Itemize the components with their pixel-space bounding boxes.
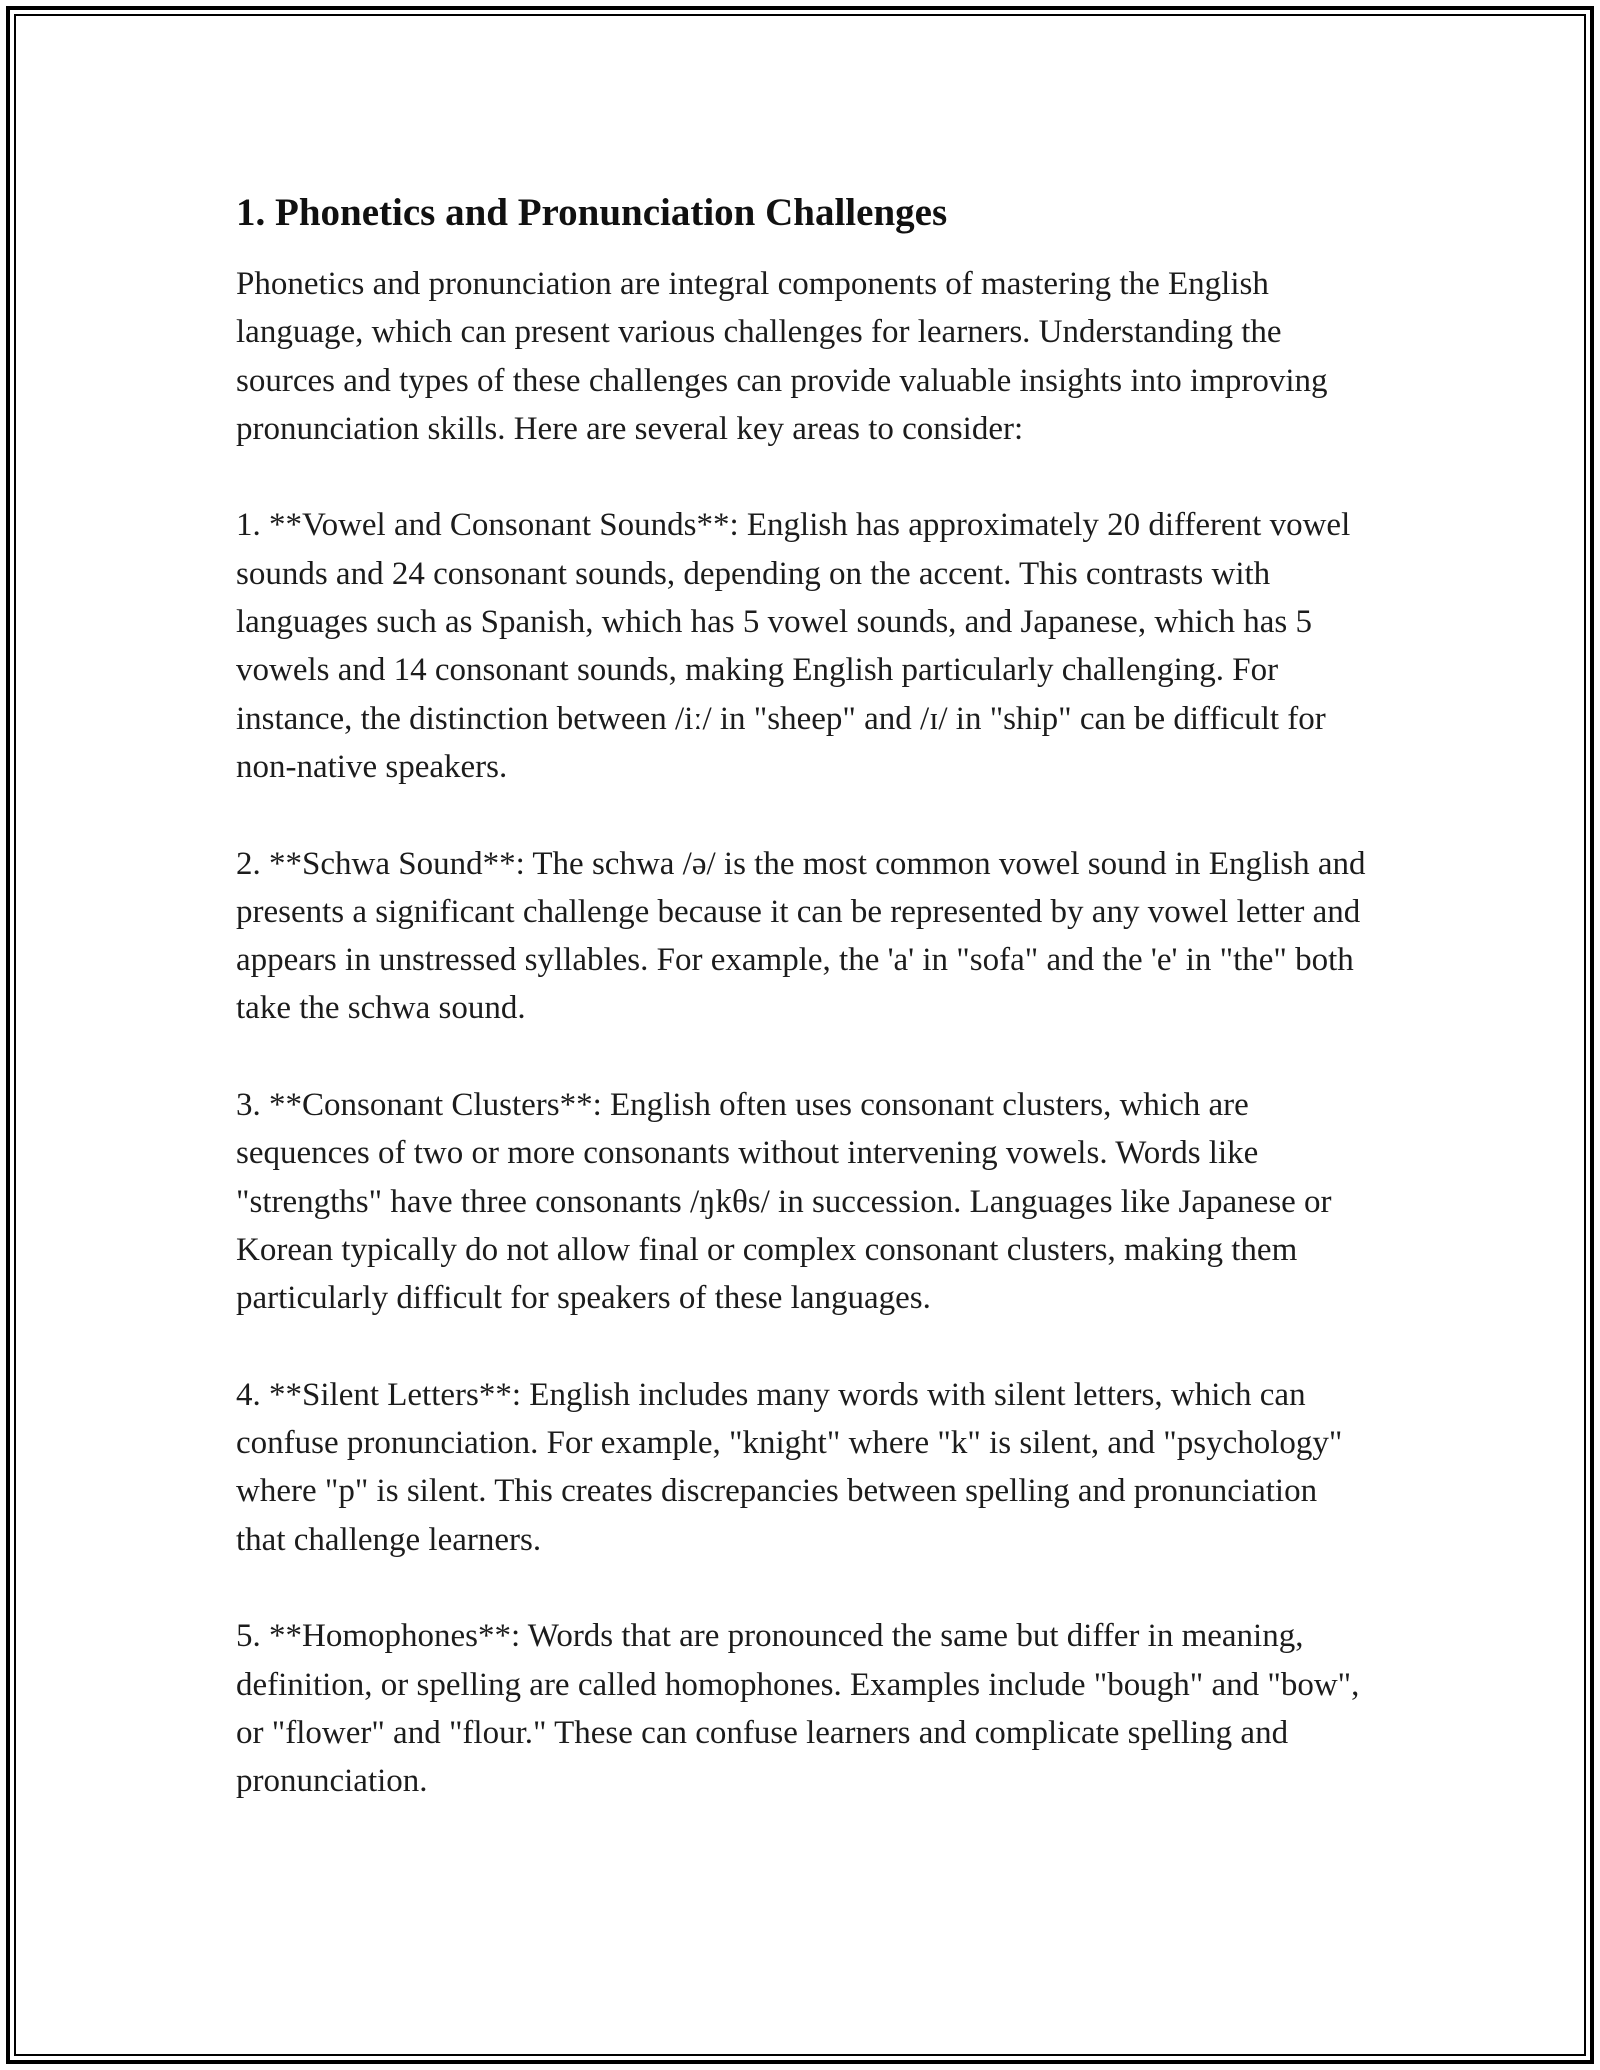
section-heading: 1. Phonetics and Pronunciation Challenges (236, 191, 948, 234)
document-body (236, 186, 1371, 1806)
intro-paragraph: Phonetics and pronunciation are integral components of mastering the English language, which can present various challenges for learners. Understanding the sources and types of these challenges can provide valuable insights into improving pronunciation skills. Here are several key areas to consider: (236, 266, 1328, 447)
list-item-schwa-sound: 2. **Schwa Sound**: The schwa /ə/ is the most common vowel sound in English and presents a significant challenge because it can be represented by any vowel letter and appears in unstressed syllables. For example, the 'a' in "sofa" and the 'e' in "the" both take the schwa sound. (236, 845, 1366, 1027)
list-item-vowel-consonant-sounds: 1. **Vowel and Consonant Sounds**: English has approximately 20 different vowel sounds and 24 consonant sounds, depending on the accent. This contrasts with languages such as Spanish, which has 5 vowel sounds, and Japanese, which has 5 vowels and 14 consonant sounds, making English particularly challenging. For instance, the distinction between /iː/ in "sheep" and /ɪ/ in "ship" can be difficult for non-native speakers. (236, 507, 1351, 785)
list-item-silent-letters: 4. **Silent Letters**: English includes many words with silent letters, which can confuse pronunciation. For example, "knight" where "k" is silent, and "psychology" where "p" is silent. This creates discrepancies between spelling and pronunciation that challenge learners. (236, 1376, 1343, 1558)
list-item-consonant-clusters: 3. **Consonant Clusters**: English often uses consonant clusters, which are sequences of two or more consonants without intervening vowels. Words like "strengths" have three consonants /ŋkθs/ in succession. Languages like Japanese or Korean typically do not allow final or complex consonant clusters, making them particularly difficult for speakers of these languages. (236, 1087, 1332, 1317)
list-item-homophones: 5. **Homophones**: Words that are pronounced the same but differ in meaning, definition, or spelling are called homophones. Examples include "bough" and "bow", or "flower" and "flour." These can confuse learners and complicate spelling and pronunciation. (236, 1618, 1360, 1800)
